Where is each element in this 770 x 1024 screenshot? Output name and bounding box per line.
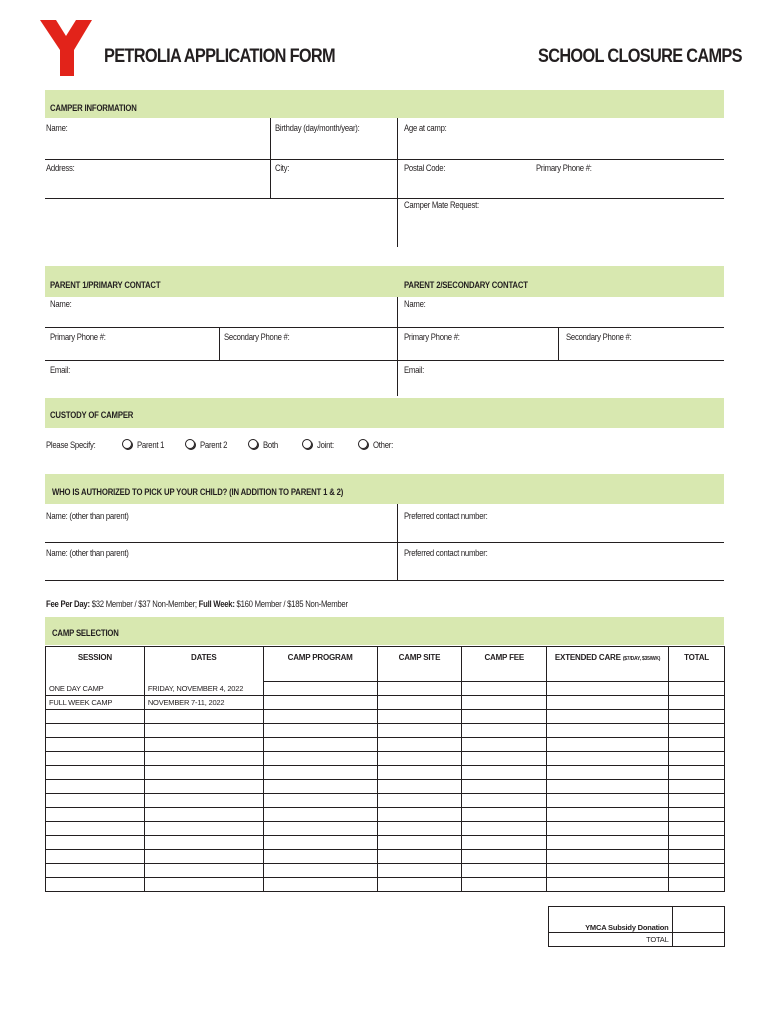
table-header-row [46,647,725,682]
table-cell[interactable] [547,878,669,892]
table-cell[interactable] [46,780,145,794]
table-cell[interactable] [377,794,462,808]
table-cell[interactable] [462,794,547,808]
custody-option-joint[interactable] [302,439,337,450]
table-cell[interactable] [144,822,263,836]
table-cell[interactable] [547,752,669,766]
table-cell[interactable] [263,710,377,724]
table-cell[interactable] [669,822,725,836]
table-cell[interactable] [547,850,669,864]
table-row[interactable] [46,878,725,892]
table-cell[interactable] [144,780,263,794]
table-cell[interactable] [377,780,462,794]
table-row[interactable] [46,752,725,766]
radio-icon[interactable] [358,439,368,449]
custody-option-both[interactable] [248,439,280,450]
parent1-email-field[interactable]: Email: [50,365,70,375]
parent1-name-field[interactable]: Name: [50,299,72,309]
table-cell[interactable] [377,850,462,864]
parent2-name-field[interactable]: Name: [404,299,426,309]
custody-option-parent2[interactable] [185,439,232,450]
table-cell[interactable] [377,864,462,878]
table-cell[interactable] [377,878,462,892]
fee-week-text: $160 Member / $185 Non-Member [236,599,348,609]
empty-rows [46,710,725,892]
radio-icon[interactable] [302,439,312,449]
table-cell[interactable] [462,850,547,864]
table-cell[interactable] [462,738,547,752]
table-row[interactable] [46,766,725,780]
grand-total-input[interactable] [672,933,724,947]
table-cell[interactable] [462,766,547,780]
table-cell[interactable] [46,710,145,724]
table-row[interactable] [46,822,725,836]
ymca-y-shape [40,20,92,76]
table-cell[interactable] [547,738,669,752]
table-row[interactable] [46,850,725,864]
table-cell[interactable] [144,738,263,752]
table-cell[interactable] [263,780,377,794]
table-cell[interactable] [46,808,145,822]
col-extended-care [547,647,669,682]
dates-cell: FRIDAY, NOVEMBER 4, 2022 [144,682,263,696]
table-cell[interactable] [46,850,145,864]
table-row[interactable] [46,738,725,752]
table-row[interactable] [46,682,725,696]
col-session: SESSION [46,647,145,682]
camper-address-field[interactable]: Address: [46,163,75,173]
table-cell[interactable] [669,710,725,724]
table-cell[interactable] [462,710,547,724]
custody-option-parent1[interactable] [122,439,169,450]
table-cell[interactable] [669,878,725,892]
table-cell[interactable] [263,794,377,808]
table-cell[interactable] [547,794,669,808]
camper-city-field[interactable]: City: [275,163,290,173]
table-cell[interactable] [669,850,725,864]
subsidy-input[interactable] [672,907,724,933]
pickup-heading: WHO IS AUTHORIZED TO PICK UP YOUR CHILD? (IN ADDITION TO PARENT 1 & 2) [52,487,344,497]
table-cell[interactable] [263,864,377,878]
pickup-name-field-2[interactable]: Name: (other than parent) [46,548,129,558]
col-extended-care-label: EXTENDED CARE [554,653,621,662]
parent2-email-field[interactable]: Email: [404,365,424,375]
table-cell[interactable] [547,836,669,850]
table-cell[interactable] [263,766,377,780]
table-cell[interactable] [669,794,725,808]
radio-icon[interactable] [122,439,132,449]
table-row[interactable] [46,780,725,794]
parent2-heading: PARENT 2/SECONDARY CONTACT [404,280,528,290]
table-cell[interactable] [377,808,462,822]
fee-day-text: $32 Member / $37 Non-Member; [91,599,197,609]
table-cell[interactable] [669,766,725,780]
table-cell[interactable] [462,822,547,836]
grand-total-row [549,933,725,947]
table-cell[interactable] [144,794,263,808]
table-cell[interactable] [263,724,377,738]
table-cell[interactable] [547,808,669,822]
table-cell[interactable] [462,752,547,766]
table-cell[interactable] [144,724,263,738]
table-cell[interactable] [669,752,725,766]
table-cell[interactable] [462,808,547,822]
table-cell[interactable] [462,780,547,794]
custody-option-other[interactable] [358,439,396,450]
table-cell[interactable] [144,878,263,892]
table-cell[interactable] [263,836,377,850]
table-cell[interactable] [547,822,669,836]
totals-table [548,906,725,947]
custody-option-label: Joint: [317,440,334,450]
col-total: TOTAL [669,647,725,682]
table-cell[interactable] [144,850,263,864]
table-cell[interactable] [46,794,145,808]
table-row[interactable] [46,864,725,878]
pickup-contact-field-2[interactable]: Preferred contact number: [404,548,488,558]
radio-icon[interactable] [185,439,195,449]
table-cell[interactable] [462,724,547,738]
table-cell[interactable] [547,864,669,878]
table-cell[interactable] [263,752,377,766]
table-cell[interactable] [46,724,145,738]
parent1-primary-phone-field[interactable]: Primary Phone #: [50,332,106,342]
table-cell[interactable] [547,724,669,738]
table-cell[interactable] [669,738,725,752]
table-cell[interactable] [46,822,145,836]
table-cell[interactable] [144,710,263,724]
subsidy-label: YMCA Subsidy Donation [549,907,673,933]
table-cell[interactable] [46,766,145,780]
radio-icon[interactable] [248,439,258,449]
custody-option-label: Both [263,440,278,450]
parent2-primary-phone-field[interactable]: Primary Phone #: [404,332,460,342]
table-row[interactable] [46,808,725,822]
table-cell[interactable] [462,864,547,878]
table-cell[interactable] [462,836,547,850]
pickup-contact-field-1[interactable]: Preferred contact number: [404,511,488,521]
table-cell[interactable] [547,710,669,724]
form-subtitle: SCHOOL CLOSURE CAMPS [538,46,742,67]
subsidy-row [549,907,725,933]
table-row[interactable] [46,710,725,724]
custody-heading: CUSTODY OF CAMPER [50,410,134,420]
custody-band [45,398,724,428]
table-cell[interactable] [377,766,462,780]
camper-phone-field[interactable]: Primary Phone #: [536,163,592,173]
col-camp-site: CAMP SITE [377,647,462,682]
session-cell: ONE DAY CAMP [46,682,145,696]
custody-option-label: Other: [373,440,393,450]
table-cell[interactable] [144,864,263,878]
custody-option-label: Parent 1 [137,440,165,450]
table-cell[interactable] [669,864,725,878]
table-cell[interactable] [669,724,725,738]
camper-postal-field[interactable]: Postal Code: [404,163,446,173]
table-row[interactable] [46,836,725,850]
table-cell[interactable] [669,808,725,822]
table-cell[interactable] [263,738,377,752]
camper-info-band [45,90,724,118]
custody-prompt: Please Specify: [46,440,96,450]
table-cell[interactable] [669,780,725,794]
table-cell[interactable] [144,836,263,850]
dates-cell: NOVEMBER 7-11, 2022 [144,696,263,710]
table-cell[interactable] [377,836,462,850]
table-cell[interactable] [263,822,377,836]
table-cell[interactable] [46,878,145,892]
table-cell[interactable] [46,752,145,766]
table-cell[interactable] [377,738,462,752]
col-camp-fee: CAMP FEE [462,647,547,682]
camp-selection-band [45,617,724,645]
parent1-secondary-phone-field[interactable]: Secondary Phone #: [224,332,290,342]
table-cell[interactable] [144,766,263,780]
table-cell[interactable] [263,878,377,892]
grand-total-label: TOTAL [549,933,673,947]
table-cell[interactable] [144,752,263,766]
table-cell[interactable] [669,836,725,850]
table-cell[interactable] [377,724,462,738]
col-camp-program: CAMP PROGRAM [263,647,377,682]
camp-selection-heading: CAMP SELECTION [52,628,119,638]
table-cell[interactable] [46,864,145,878]
table-cell[interactable] [377,710,462,724]
table-cell[interactable] [46,836,145,850]
table-cell[interactable] [46,738,145,752]
extended-care-note: ($7/DAY, $35/WK) [622,656,661,662]
camper-name-field[interactable]: Name: [46,123,68,133]
table-cell[interactable] [462,878,547,892]
table-row[interactable] [46,794,725,808]
col-dates: DATES [144,647,263,682]
fee-week-label: Full Week: [198,599,235,609]
custody-option-label: Parent 2 [200,440,228,450]
session-cell: FULL WEEK CAMP [46,696,145,710]
table-cell[interactable] [377,752,462,766]
fee-day-label: Fee Per Day: [46,599,90,609]
ymca-logo [38,18,94,78]
table-row[interactable] [46,724,725,738]
table-cell[interactable] [263,808,377,822]
form-title: PETROLIA APPLICATION FORM [104,46,335,67]
camp-selection-table [45,646,725,892]
table-cell[interactable] [547,766,669,780]
camper-info-heading: CAMPER INFORMATION [50,103,137,113]
parent2-secondary-phone-field[interactable]: Secondary Phone #: [566,332,632,342]
fee-line [46,599,348,609]
camper-mate-field[interactable]: Camper Mate Request: [404,200,479,210]
table-cell[interactable] [547,780,669,794]
table-cell[interactable] [377,822,462,836]
parent1-heading: PARENT 1/PRIMARY CONTACT [50,280,161,290]
camper-birthday-field[interactable]: Birthday (day/month/year): [275,123,360,133]
table-cell[interactable] [144,808,263,822]
table-row[interactable] [46,696,725,710]
table-cell[interactable] [263,850,377,864]
camper-age-field[interactable]: Age at camp: [404,123,447,133]
pickup-name-field-1[interactable]: Name: (other than parent) [46,511,129,521]
